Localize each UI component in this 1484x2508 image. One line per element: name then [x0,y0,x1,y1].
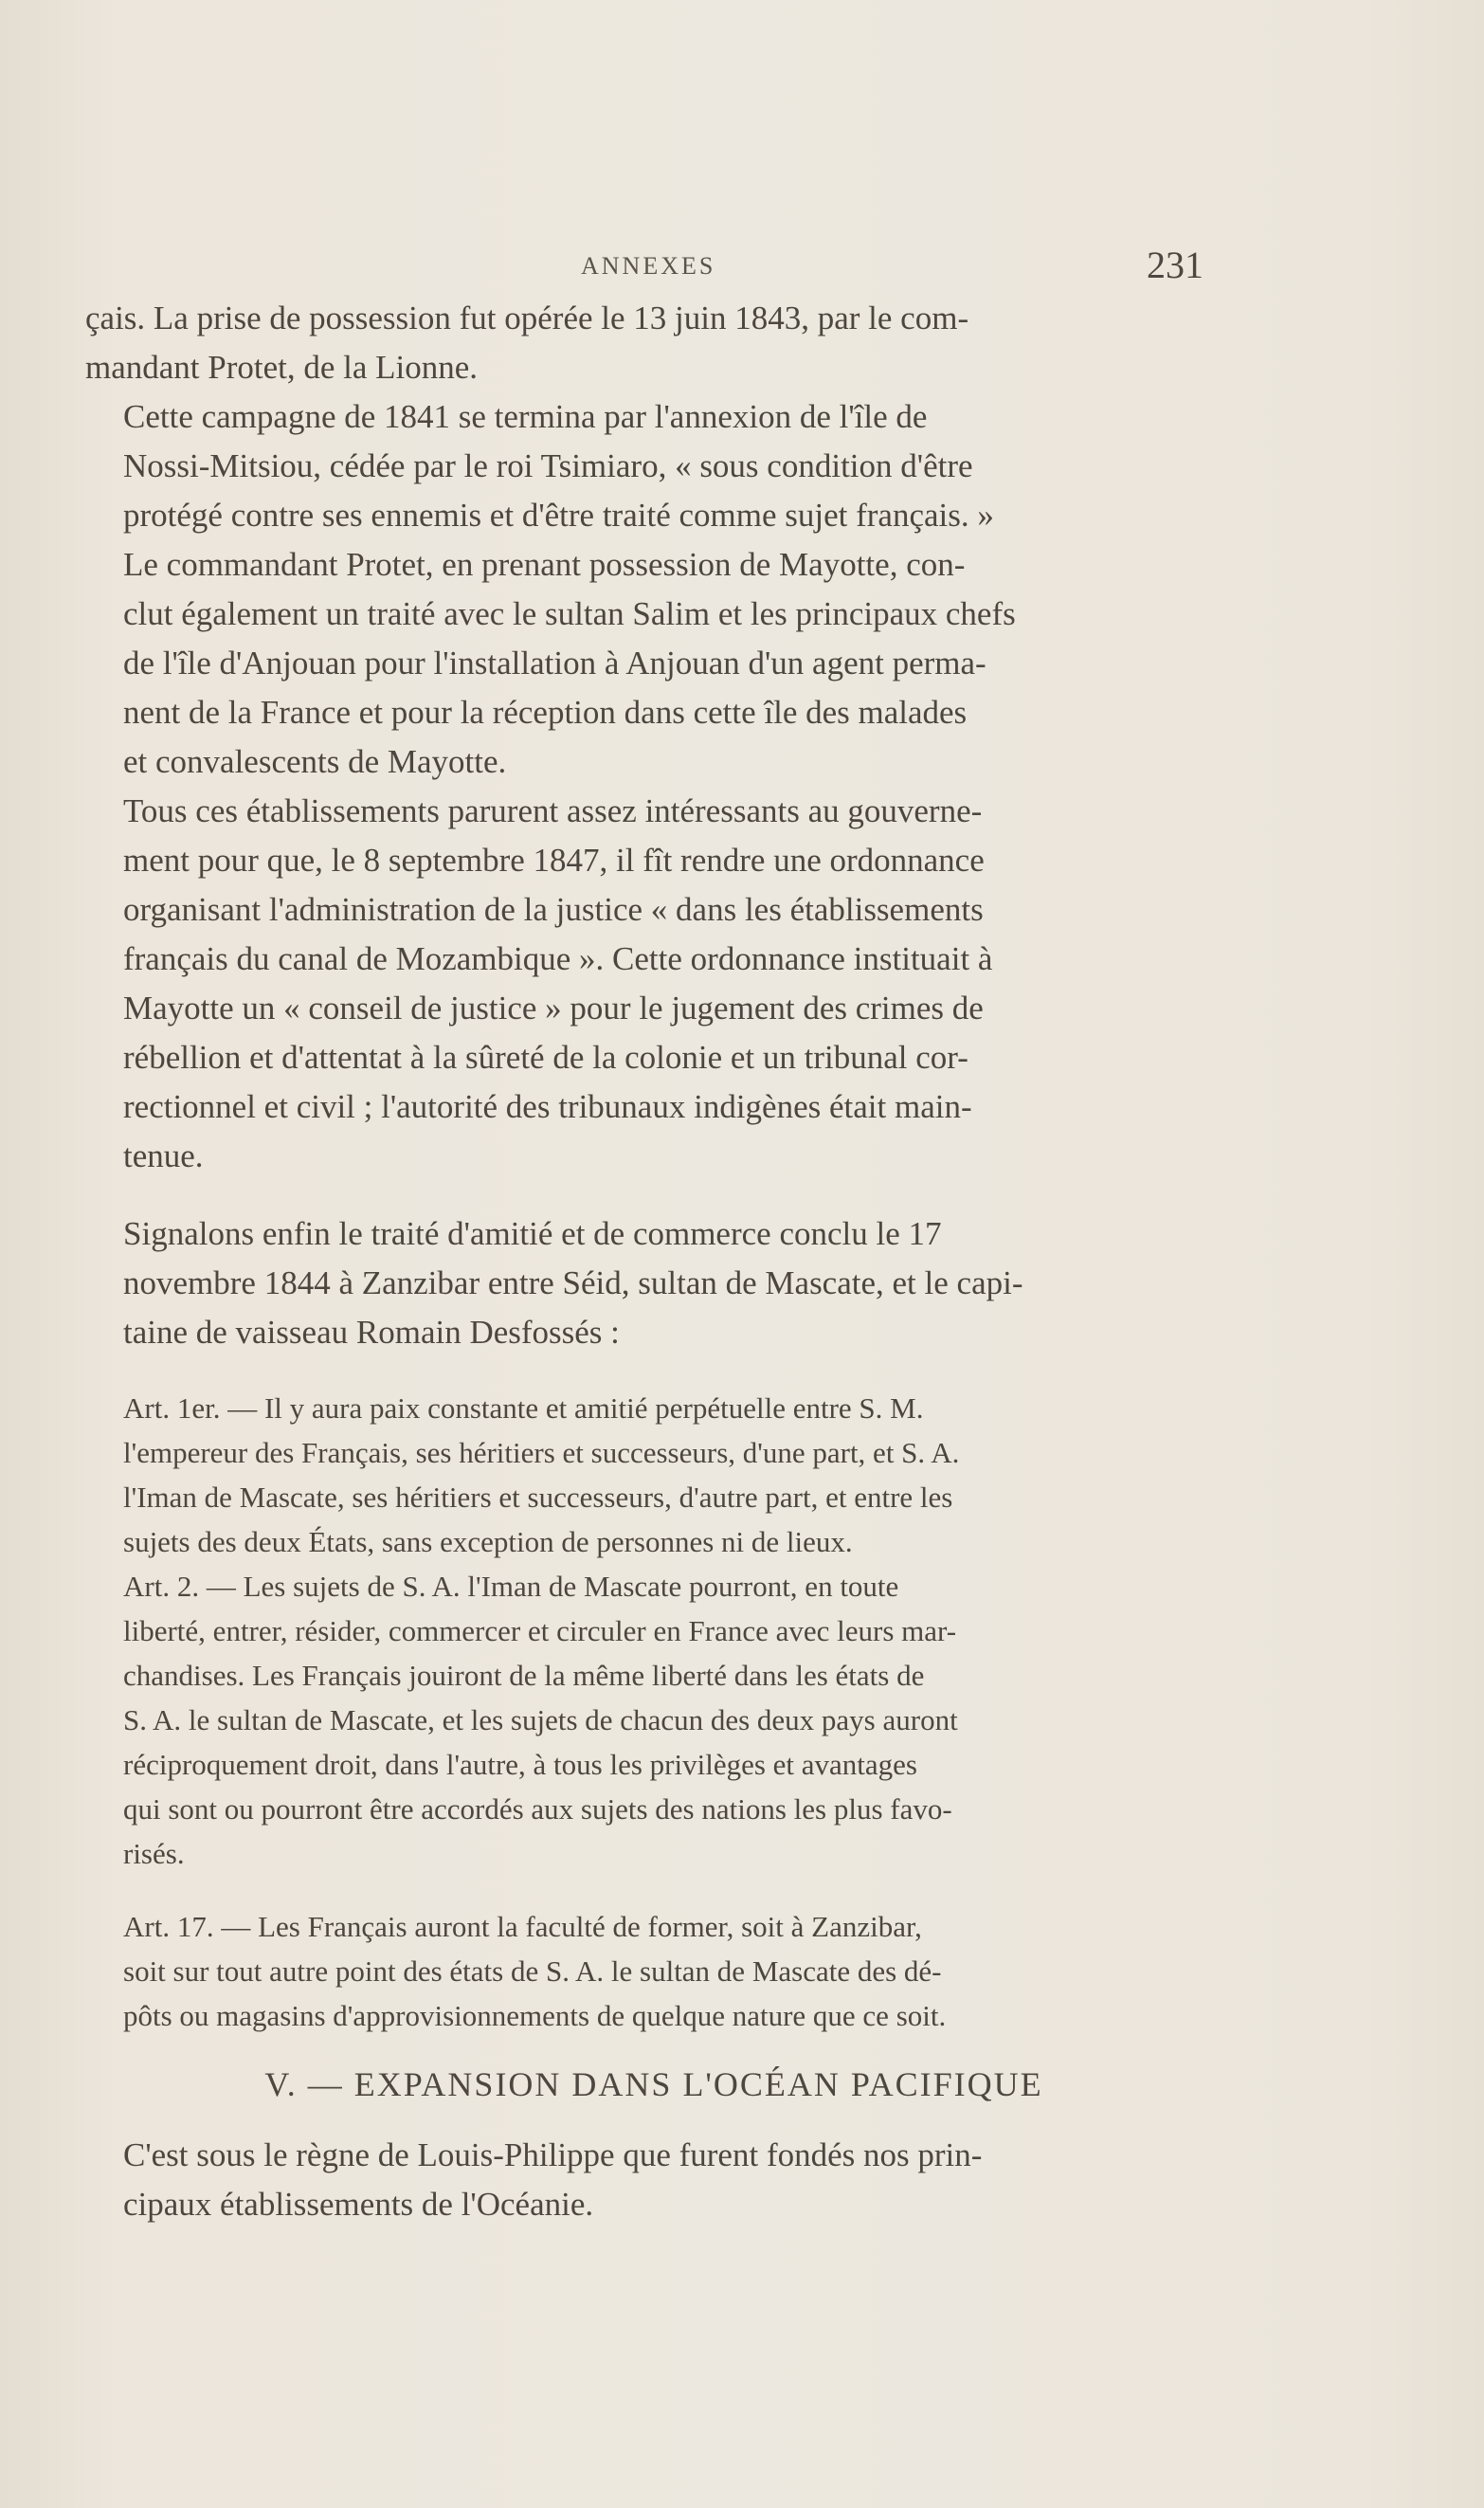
treaty-article [85,1564,1222,1876]
text-line: Art. 2. — Les sujets de S. A. l'Iman de Mascate pourront, en toute [123,1570,899,1603]
text-line: organisant l'administration de la justice « dans les établissements [123,891,984,928]
text-line: rectionnel et civil ; l'autorité des tribunaux indigènes était main- [123,1088,972,1125]
text-line: Mayotte un « conseil de justice » pour le jugement des crimes de [123,990,984,1027]
text-line: et convalescents de Mayotte. [123,743,507,780]
text-line: de l'île d'Anjouan pour l'installation à Anjouan d'un agent perma- [123,645,986,682]
spacer [85,1181,1222,1209]
text-line: Signalons enfin le traité d'amitié et de commerce conclu le 17 [123,1215,942,1252]
paragraph [85,294,1222,392]
text-line: soit sur tout autre point des états de S. A. le sultan de Mascate des dé- [123,1954,942,1988]
text-line: liberté, entrer, résider, commercer et circuler en France avec leurs mar- [123,1614,957,1647]
paragraph [85,2131,1222,2229]
text-line: Tous ces établissements parurent assez intéressants au gouverne- [123,792,983,829]
text-line: çais. La prise de possession fut opérée le 13 juin 1843, par le com- [85,300,969,336]
text-line: l'Iman de Mascate, ses héritiers et successeurs, d'autre part, et entre les [123,1481,953,1514]
text-line: tenue. [123,1137,204,1174]
text-line: clut également un traité avec le sultan Salim et les principaux chefs [123,595,1016,632]
text-line: français du canal de Mozambique ». Cette ordonnance instituait à [123,940,993,977]
running-header [0,244,1484,286]
text-line: rébellion et d'attentat à la sûreté de la colonie et un tribunal cor- [123,1039,968,1076]
text-line: novembre 1844 à Zanzibar entre Séid, sultan de Mascate, et le capi- [123,1264,1023,1301]
page-number: 231 [1147,244,1203,286]
text-line: qui sont ou pourront être accordés aux sujets des nations les plus favo- [123,1792,952,1826]
text-line: C'est sous le règne de Louis-Philippe que furent fondés nos prin- [123,2136,983,2173]
text-line: réciproquement droit, dans l'autre, à tous les privilèges et avantages [123,1748,917,1781]
text-line: Art. 17. — Les Français auront la faculté de former, soit à Zanzibar, [123,1910,922,1943]
text-line: ment pour que, le 8 septembre 1847, il fît rendre une ordonnance [123,842,985,879]
section-heading: V. — EXPANSION DANS L'OCÉAN PACIFIQUE [264,2065,1043,2103]
text-line: sujets des deux États, sans exception de personnes ni de lieux. [123,1525,853,1558]
paragraph [85,787,1222,1181]
paragraph [85,392,1222,540]
spacer [85,1357,1222,1386]
text-line: Le commandant Protet, en prenant possession de Mayotte, con- [123,546,966,583]
text-line: Nossi-Mitsiou, cédée par le roi Tsimiaro, « sous condition d'être [123,447,973,484]
treaty-article [85,1386,1222,1564]
text-line: taine de vaisseau Romain Desfossés : [123,1314,620,1351]
text-line: Art. 1er. — Il y aura paix constante et amitié perpétuelle entre S. M. [123,1391,924,1425]
text-line: S. A. le sultan de Mascate, et les sujets de chacun des deux pays auront [123,1703,958,1736]
text-line: cipaux établissements de l'Océanie. [123,2186,594,2223]
treaty-excerpt [85,1386,1222,2038]
text-line: chandises. Les Français jouiront de la même liberté dans les états de [123,1659,925,1692]
text-line: nent de la France et pour la réception dans cette île des malades [123,694,968,731]
text-line: risés. [123,1837,185,1870]
spacer [85,1876,1222,1904]
paragraph [85,540,1222,787]
treaty-article [85,1904,1222,2038]
text-line: protégé contre ses ennemis et d'être traité comme sujet français. » [123,497,994,534]
text-line: Cette campagne de 1841 se termina par l'annexion de l'île de [123,398,928,435]
text-line: pôts ou magasins d'approvisionnements de quelque nature que ce soit. [123,1999,947,2032]
text-line: mandant Protet, de la Lionne. [85,349,479,386]
running-header-title: ANNEXES [581,252,716,280]
paragraph [85,1209,1222,1357]
page-body [85,294,1222,2229]
text-line: l'empereur des Français, ses héritiers et successeurs, d'une part, et S. A. [123,1436,960,1469]
